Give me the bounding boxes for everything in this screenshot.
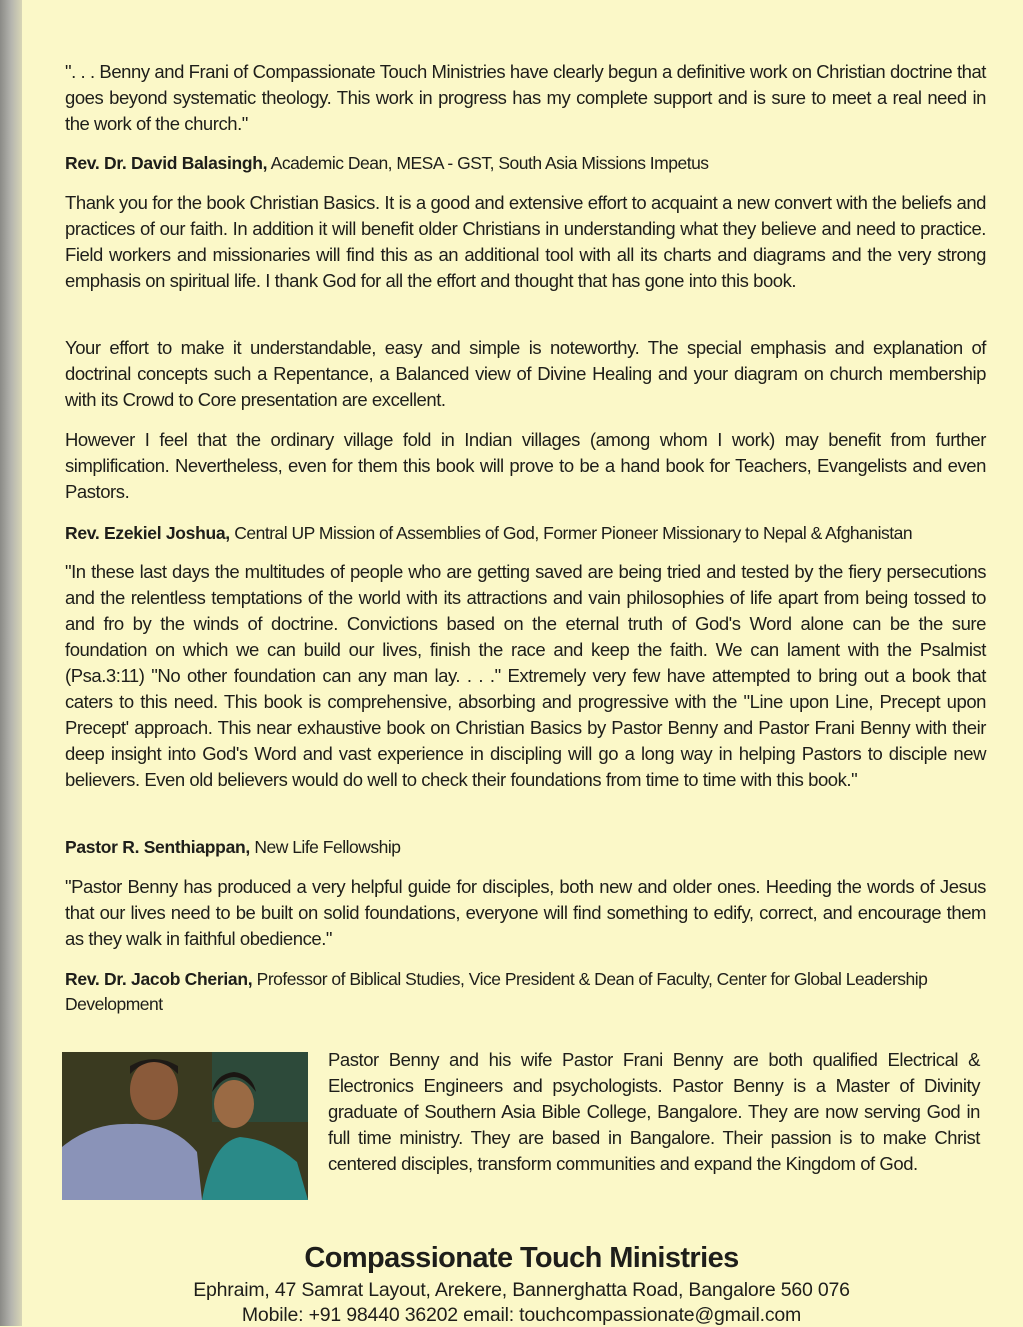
endorsement-quote-4: "Pastor Benny has produced a very helpful guide for disciples, both new and older ones. Heeding the words of Jesus that our lives need to be built on solid foundations, everyone will find something to edify, correct, and encourage them as they walk in faithful obedience." [65,876,986,949]
endorser-name: Rev. Dr. David Balasingh, [65,153,268,173]
endorser-affiliation: Academic Dean, MESA - GST, South Asia Missions Impetus [267,153,709,173]
endorsement-quote-1: ". . . Benny and Frani of Compassionate Touch Ministries have clearly begun a definitive work on Christian doctrine that goes beyond systematic theology. This work in progress has my complete support and is sure to meet a real need in the work of the church." [65,61,986,134]
endorser-3 [65,835,986,860]
endorsement-quote-3: "In these last days the multitudes of people who are getting saved are being tried and tested by the fiery persecutions and the relentless temptations of the world with its attractions and vain philosophies of life apart from being tossed to and fro by the winds of doctrine. Convictions based on the eternal truth of God's Word alone can be the sure foundation on which we can build our lives, finish the race and keep the faith. We can lament with the Psalmist (Psa.3:11) "No other foundation can any man lay. . . ." Extremely very few have attempted to bring out a book that caters to this need. This book is comprehensive, absorbing and progressive with the "Line upon Line, Precept upon Precept' approach. This near exhaustive book on Christian Basics by Pastor Benny and Pastor Frani Benny with their deep insight into God's Word and vast experience in discipling will go a long way in helping Pastors to disciple new believers. Even old believers would do well to check their foundations from time to time with this book." [65,561,986,790]
ministry-title: Compassionate Touch Ministries [304,1242,739,1274]
endorsement-paragraph: However I feel that the ordinary village fold in Indian villages (among whom I work) may benefit from further simplification. Nevertheless, even for them this book will prove to be a hand book for Teachers, Evangelists and even Pastors. [65,429,986,502]
endorser-2 [65,521,986,546]
endorser-affiliation: Professor of Biblical Studies, Vice President & Dean of Faculty, Center for Global Leadership Development [65,969,928,1014]
endorser-name: Rev. Dr. Jacob Cherian, [65,969,253,989]
authors-photo [62,1052,308,1200]
endorsement-paragraph: Thank you for the book Christian Basics. It is a good and extensive effort to acquaint a new convert with the beliefs and practices of our faith. In addition it will benefit older Christians in understanding what they believe and need to practice. Field workers and missionaries will find this as an additional tool with all its charts and diagrams and the very strong emphasis on spiritual life. I thank God for all the effort and thought that has gone into this book. [65,192,986,291]
endorser-affiliation: New Life Fellowship [249,837,401,857]
ministry-contact: Mobile: +91 98440 36202 email: touchcompassionate@gmail.com [241,1304,802,1326]
scan-edge [0,0,22,1326]
endorser-4 [65,967,986,1017]
endorser-name: Pastor R. Senthiappan, [65,837,250,857]
endorser-affiliation: Central UP Mission of Assemblies of God, Former Pioneer Missionary to Nepal & Afghanistan [229,523,913,543]
endorsement-paragraph: Your effort to make it understandable, easy and simple is noteworthy. The special emphasis and explanation of doctrinal concepts such a Repentance, a Balanced view of Divine Healing and your diagram on church membership with its Crowd to Core presentation are excellent. [65,337,986,410]
ministry-address: Ephraim, 47 Samrat Layout, Arekere, Bannerghatta Road, Bangalore 560 076 [193,1279,850,1301]
authors-bio: Pastor Benny and his wife Pastor Frani Benny are both qualified Electrical & Electronics Engineers and psychologists. Pastor Benny is a Master of Divinity graduate of Southern Asia Bible College, Bangalore. They are now serving God in full time ministry. They are based in Bangalore. Their passion is to make Christ centered disciples, transform communities and expand the Kingdom of God. [328,1049,980,1174]
endorser-name: Rev. Ezekiel Joshua, [65,523,230,543]
endorser-1 [65,151,986,176]
